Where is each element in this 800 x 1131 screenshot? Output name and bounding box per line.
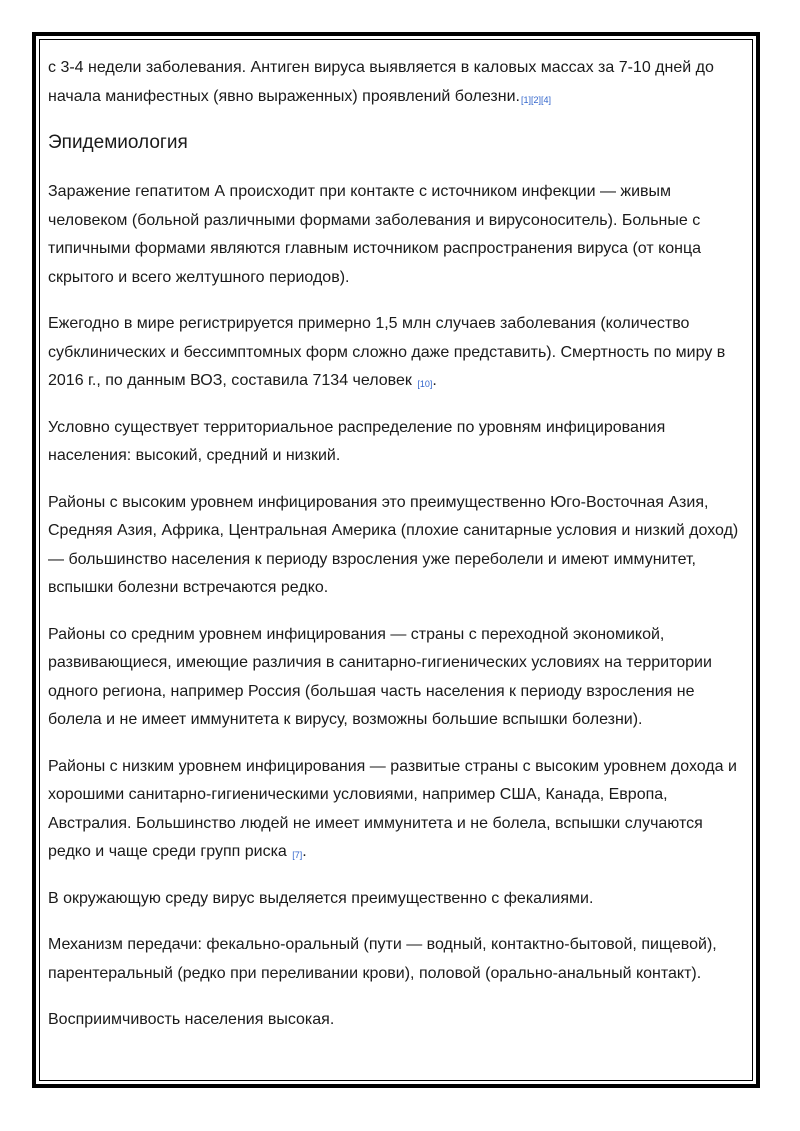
reference-link[interactable]: [7]: [292, 850, 303, 860]
paragraph-text: Ежегодно в мире регистрируется примерно 1,5 млн случаев заболевания (количество субклинических и бессимптомных форм сложно даже представить). Смертность по миру в 2016 г., по данным ВОЗ, составила 7134 человек: [48, 315, 726, 389]
paragraph-intro: [48, 54, 748, 111]
paragraph-text: Районы с низким уровнем инфицирования — развитые страны с высоким уровнем дохода и хорошими санитарно-гигиеническими условиями, например США, Канада, Европа, Австралия. Большинство людей не имеет иммунитета и не болела, вспышки случаются редко и чаще среди групп риска: [48, 757, 737, 860]
paragraph-distribution: Условно существует территориальное распределение по уровням инфицирования населения: высокий, средний и низкий.: [48, 418, 666, 464]
reference-link[interactable]: [10]: [417, 379, 433, 389]
document-body: [48, 54, 748, 1053]
paragraph-high-level: Районы с высоким уровнем инфицирования это преимущественно Юго-Восточная Азия, Средняя Азия, Африка, Центральная Америка (плохие санитарные условия и низкий доход) — большинство населения к периоду взросления уже переболели и имеют иммунитет, вспышки болезни встречаются редко.: [48, 493, 739, 596]
paragraph-infection-source: Заражение гепатитом А происходит при контакте с источником инфекции — живым человеком (больной различными формами заболевания и вирусоноситель). Больные с типичными формами являются главным источником распространения вируса (от конца скрытого и всего желтушного периодов).: [48, 183, 702, 286]
paragraph-medium-level: Районы со средним уровнем инфицирования — страны с переходной экономикой, развивающиеся, имеющие различия в санитарно-гигиенических условиях на территории одного региона, например Россия (большая часть населения к периоду взросления не болела и не имеет иммунитета к вирусу, возможны большие вспышки болезни).: [48, 625, 712, 728]
paragraph-statistics: [48, 310, 748, 396]
paragraph-low-level: [48, 753, 748, 867]
paragraph-transmission: Механизм передачи: фекально-оральный (пути — водный, контактно-бытовой, пищевой), парентеральный (редко при переливании крови), половой (орально-анальный контакт).: [48, 936, 717, 982]
section-heading: Эпидемиология: [48, 132, 188, 153]
paragraph-susceptibility: Восприимчивость населения высокая.: [48, 1011, 335, 1028]
paragraph-tail: .: [302, 843, 307, 860]
reference-link[interactable]: [1][2][4]: [520, 94, 551, 105]
paragraph-text: с 3-4 недели заболевания. Антиген вируса выявляется в каловых массах за 7-10 дней до начала манифестных (явно выраженных) проявлений болезни.: [48, 59, 714, 105]
paragraph-shedding: В окружающую среду вирус выделяется преимущественно с фекалиями.: [48, 889, 594, 907]
paragraph-tail: .: [432, 372, 437, 389]
